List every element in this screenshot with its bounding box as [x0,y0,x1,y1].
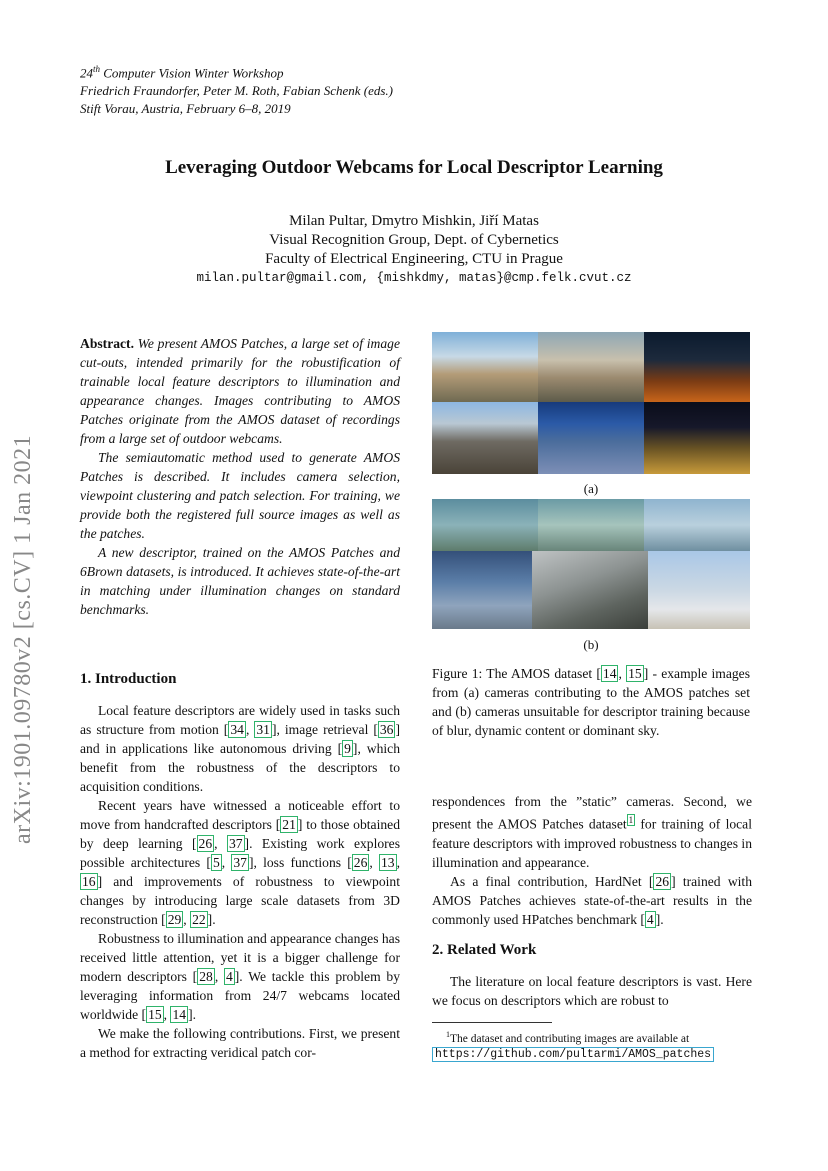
citation-link[interactable]: 15 [628,666,642,681]
affiliation-group: Visual Recognition Group, Dept. of Cybernetics [269,232,559,248]
citation-link[interactable]: 29 [167,912,182,927]
webcam-image [644,332,750,402]
intro-paragraph-2: Recent years have witnessed a noticeable effort to move from handcrafted descriptors [ 21 ] to those obtained by deep learning [ 26 , 37 ]. Existing work explores possible architectures [ 5 , 37 ], loss functions [ 26 , 13 , 16 ] and improvements of robustness to viewpoint changes by introducing large scale datasets from 3D reconstruction [ 29 , 22 ]. [80,798,400,927]
citation-link[interactable]: 31 [256,722,270,737]
arxiv-identifier [10,384,50,844]
footnote-mark: 1 [446,1030,450,1039]
webcam-image [644,402,750,474]
citation-link[interactable]: 36 [379,722,394,737]
citation-link[interactable]: 15 [148,1007,162,1022]
webcam-image [532,551,648,629]
webcam-image [538,499,644,551]
footnote [432,1027,752,1062]
abstract [80,334,400,619]
figure-1a-label: (a) [583,481,599,496]
author-names: Milan Pultar, Dmytro Mishkin, Jiří Matas [289,213,539,229]
venue-editors: Friedrich Fraundorfer, Peter M. Roth, Fabian Schenk (eds.) [80,83,394,99]
intro-paragraph-4: We make the following contributions. First, we present a method for extracting veridical patch cor- [80,1026,400,1060]
figure-1-caption: Figure 1: The AMOS dataset [ 14 , 15 ] - example images from (a) cameras contributing to the AMOS patches set and (b) cameras unsuitable for descriptor training because of blur, dynamic content or dominant sky. [432,666,750,738]
citation-link[interactable]: 4 [225,969,233,984]
footnote-text: The dataset and contributing images are available at [450,1032,690,1045]
abstract-paragraph-2: The semiautomatic method used to generate AMOS Patches is described. It includes camera selection, viewpoint clustering and patch selection. For training, we provide both the registered full source images as well as the patches. [80,450,400,541]
citation-link[interactable]: 26 [353,855,368,870]
webcam-image [432,499,538,551]
venue-edition-sup: th [93,64,101,74]
citation-link[interactable]: 37 [233,855,247,870]
webcam-image [432,551,532,629]
intro-paragraph-1: Local feature descriptors are widely used in tasks such as structure from motion [ 34 , 31 ], image retrieval [ 36 ] and in applications like autonomous driving [ 9 ], which benefit from the robustness of the descriptors to acquisition conditions. [80,703,401,794]
citation-link[interactable]: 28 [199,969,213,984]
abstract-label: Abstract. [80,336,134,351]
abstract-paragraph-1: We present AMOS Patches, a large set of image cut-outs, intended primarily for the robustification of trainable local feature descriptors to illumination and appearance changes. Images contributing to AMOS Patches originate from the AMOS dataset of recordings from a large set of outdoor webcams. [80,336,400,446]
citation-link[interactable]: 14 [172,1007,187,1022]
citation-link[interactable]: 21 [282,817,296,832]
citation-link[interactable]: 5 [212,855,220,870]
citation-link[interactable]: 22 [192,912,206,927]
venue-info [80,60,393,118]
arxiv-identifier-text: arXiv:1901.09780v2 [cs.CV] 1 Jan 2021 [10,434,36,844]
introduction-section [80,670,400,1062]
webcam-image [648,551,750,629]
right-paragraph-1: respondences from the ”static” cameras. Second, we present the AMOS Patches dataset $^1$ for training of local feature descriptors with improved robustness to changes in illumination and appearance. [432,794,752,870]
webcam-image [538,402,644,474]
citation-link[interactable]: 4 [646,911,654,927]
webcam-image [432,332,538,402]
author-emails: milan.pultar@gmail.com, {mishkdmy, matas}@cmp.felk.cvut.cz [196,271,632,285]
figure-1b-label: (b) [583,637,599,652]
webcam-image [644,499,750,551]
related-work-heading: 2. Related Work [432,941,537,958]
venue-name: Computer Vision Winter Workshop [100,65,284,81]
webcam-image [538,332,644,402]
citation-link[interactable]: 37 [228,836,243,851]
citation-link[interactable]: 26 [198,836,213,851]
affiliation-faculty: Faculty of Electrical Engineering, CTU in Prague [265,251,563,267]
venue-location: Stift Vorau, Austria, February 6–8, 2019 [80,101,291,117]
related-paragraph-1: The literature on local feature descriptors is vast. Here we focus on descriptors which are robust to [432,973,752,1008]
footnote-divider [432,1022,552,1023]
citation-link[interactable]: 26 [655,873,670,889]
right-paragraph-2: As a final contribution, HardNet [ 26 ] trained with AMOS Patches achieves state-of-the-art results in the commonly used HPatches benchmark [ 4 ]. [432,873,752,927]
figure-1a-image-grid [432,332,750,474]
citation-link[interactable]: 34 [230,722,244,737]
author-block [0,212,828,288]
abstract-paragraph-3: A new descriptor, trained on the AMOS Patches and 6Brown datasets, is introduced. It achieves state-of-the-art in matching under illumination changes on standard benchmarks. [80,545,400,617]
venue-edition: 24 [80,65,93,81]
right-column-text [432,792,752,1010]
paper-title: Leveraging Outdoor Webcams for Local Descriptor Learning [165,157,663,178]
footnote-link[interactable]: 1 [628,815,634,825]
figure-1b-image-grid [432,499,750,629]
dataset-url-link[interactable]: https://github.com/pultarmi/AMOS_patches [432,1047,714,1062]
citation-link[interactable]: 16 [82,874,96,889]
webcam-image [432,402,538,474]
citation-link[interactable]: 9 [344,741,351,756]
introduction-heading: 1. Introduction [80,671,177,687]
citation-link[interactable]: 14 [602,666,617,681]
intro-paragraph-3: Robustness to illumination and appearance changes has received little attention, yet it is a bigger challenge for modern descriptors [ 28 , 4 ]. We tackle this problem by leveraging information from 24/7 webcams located worldwide [ 15 , 14 ]. [80,931,401,1022]
citation-link[interactable]: 13 [381,855,395,870]
